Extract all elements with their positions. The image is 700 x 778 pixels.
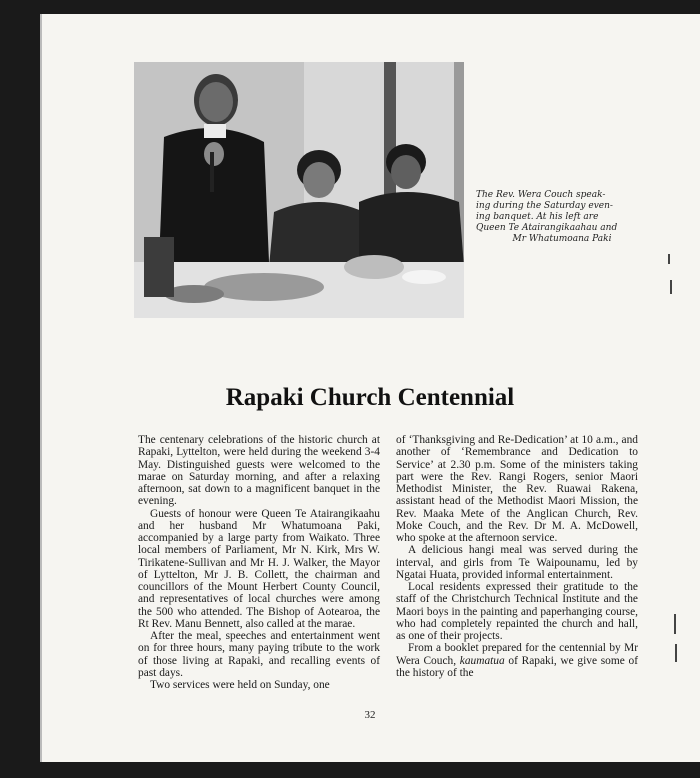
margin-mark (674, 614, 676, 634)
caption-line: ing banquet. At his left are (476, 212, 599, 222)
paragraph: Two services were held on Sunday, one (150, 679, 330, 691)
magazine-page (40, 14, 700, 762)
photo-caption (476, 190, 648, 245)
article-column-left (138, 434, 380, 691)
paragraph-text: of Rapaki, we give some of the history of the (396, 654, 638, 679)
paragraph-text: From a booklet prepared for the centennial by Mr Wera Couch, (396, 642, 638, 667)
caption-line: Queen Te Atairangikaahau and (476, 223, 618, 233)
paragraph: Guests of honour were Queen Te Atairangikaahu and her husband Mr Whatumoana Paki, accompanied by a large party from Waikato. Three local members of Parliament, Mr N. Kirk, Mrs W. Tirikatene-Sullivan and Mr H. J. Walker, the Mayor of Lyttelton, Mr J. B. Collett, the chairman and councillors of the Mount Herbert County Council, and representatives of local churches were among the 500 who attended. The Bishop of Aotearoa, the Rt Rev. Manu Bennett, also called at the marae. (138, 507, 380, 630)
paragraph: After the meal, speeches and entertainment went on for three hours, many paying tribute to the work of those living at Rapaki, and recalling events of past days. (138, 630, 380, 679)
banquet-photo (134, 62, 464, 318)
margin-mark (670, 280, 672, 294)
caption-line: Mr Whatumoana Paki (512, 234, 612, 244)
caption-line: ing during the Saturday even- (476, 201, 613, 211)
paragraph: A delicious hangi meal was served during the interval, and girls from Te Waipounamu, led by Ngatai Huata, provided informal entertainment. (396, 544, 638, 581)
margin-mark (675, 644, 677, 662)
paragraph: Local residents expressed their gratitude to the staff of the Christchurch Technical Institute and the Maori boys in the painting and paperhanging course, who had completely repainted the church and hall, as one of their projects. (396, 581, 638, 642)
caption-line: The Rev. Wera Couch speak- (476, 190, 606, 200)
banquet-photo-illustration (134, 62, 464, 318)
margin-mark (668, 254, 670, 264)
article-column-right (396, 434, 638, 679)
paragraph: of ‘Thanksgiving and Re-Dedication’ at 10 a.m., and another of ‘Remembrance and Dedication to Service’ at 2.30 p.m. Some of the ministers taking part were the Rev. Rangi Rogers, senior Maori Methodist Minister, the Rev. Ruawai Rakena, assistant head of the Methodist Maori Mission, the Rev. Maaka Mete of the Anglican Church, Rev. Moke Couch, and the Rev. Dr M. A. McDowell, who spoke at the afternoon service. (396, 434, 638, 544)
page-number: 32 (364, 709, 376, 721)
article-headline: Rapaki Church Centennial (225, 384, 515, 411)
paragraph (396, 642, 638, 679)
paragraph: The centenary celebrations of the historic church at Rapaki, Lyttelton, were held during the weekend 3-4 May. Distinguished guests were welcomed to the marae on Saturday morning, and after a relaxing afternoon, sat down to a magnificent banquet in the evening. (138, 434, 380, 508)
italic-term: kaumatua (459, 654, 505, 667)
